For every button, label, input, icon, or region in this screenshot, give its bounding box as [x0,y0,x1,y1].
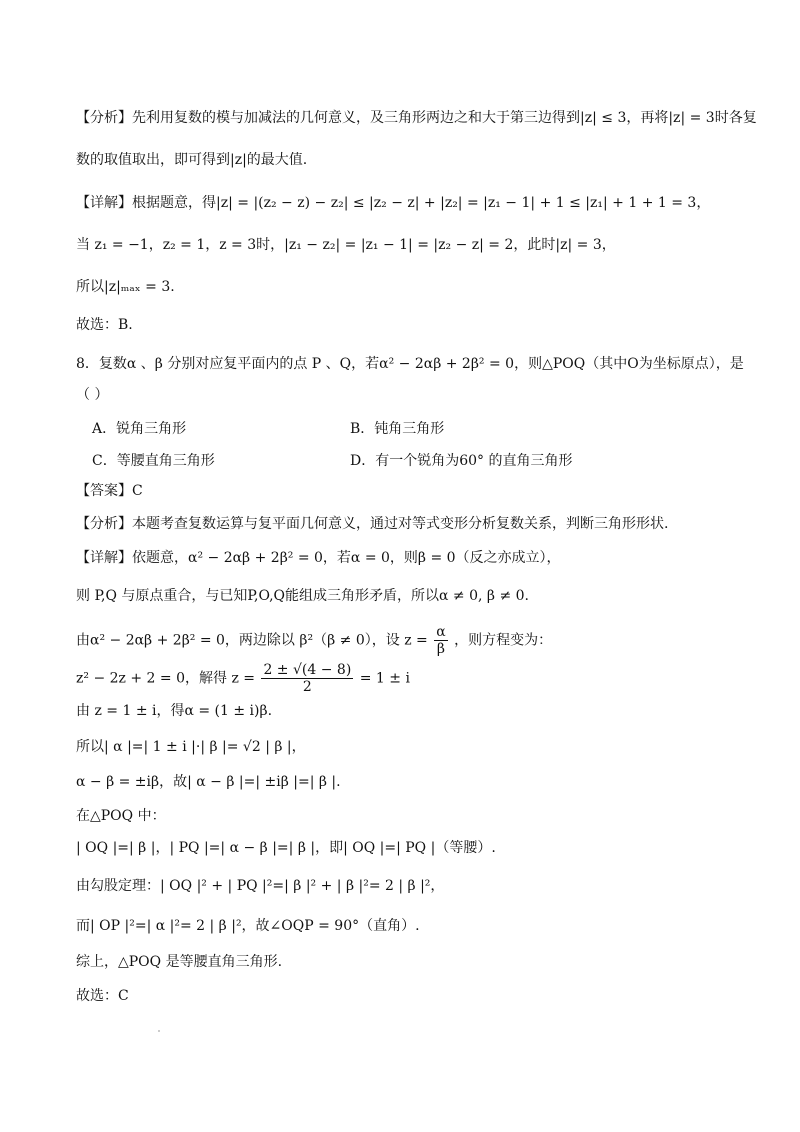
fraction-numerator: α [436,624,446,640]
analysis-line-1: 【分析】先利用复数的模与加减法的几何意义，及三角形两边之和大于第三边得到|z| ≤ 3，再将|z| = 3时各复 [76,110,757,126]
equation-becomes: ，则方程变为： [454,632,553,649]
detail-line-1: 【详解】根据题意，得|z| = |(z₂ − z) − z₂| ≤ |z₂ − z| + |z₂| = |z₁ − 1| + 1 ≤ |z₁| + 1 + 1 = 3， [76,195,711,211]
analysis-line-2: 数的取值取出，即可得到|z|的最大值. [76,152,308,168]
option-a: A．锐角三角形 [92,421,187,437]
quadratic-text: z² − 2z + 2 = 0，解得 [76,670,227,687]
detail-8-line-3 [76,624,760,657]
answer-choice-prev: 故选：B. [76,317,133,333]
option-d: D．有一个锐角为60° 的直角三角形 [350,453,573,469]
detail-8-line-8: 在△POQ 中： [76,808,166,824]
detail-8-line-10: 由勾股定理：| OQ |² + | PQ |²=| β |² + | β |²= 2 | β |²， [76,878,445,894]
option-b: B．钝角三角形 [350,421,445,437]
detail-8-line-1: 【详解】依题意，α² − 2αβ + 2β² = 0，若α = 0，则β = 0（反之亦成立）， [76,550,561,566]
fraction-alpha-over-beta [434,624,447,657]
question-8-stem: 8．复数α 、β 分别对应复平面内的点 P 、Q，若α² − 2αβ + 2β² = 0，则△POQ（其中O为坐标原点），是 [76,356,744,372]
detail-8-line-5: 由 z = 1 ± i，得α = (1 ± i)β. [76,703,273,719]
detail-8-line-2: 则 P,Q 与原点重合，与已知P,O,Q能组成三角形矛盾，所以α ≠ 0, β ≠ 0. [76,588,530,604]
detail-8-line-6: 所以| α |=| 1 ± i |·| β |= √2 | β |， [76,739,306,755]
fraction-denominator: β [436,641,445,657]
detail-8-line-11: 而| OP |²=| α |²= 2 | β |²，故∠OQP = 90°（直角）. [76,918,420,934]
question-8-blank: （ ） [76,387,109,403]
detail-8-line-7: α − β = ±iβ，故| α − β |=| ±iβ |=| β |. [76,774,341,790]
divide-text: 由α² − 2αβ + 2β² = 0，两边除以 β²（β ≠ 0），设 [76,632,400,649]
fraction-numerator: 2 ± √(4 − 8) [263,662,352,678]
answer-label: 【答案】C [76,483,143,499]
root-result: = 1 ± i [359,670,410,687]
fraction-root-prefix: z = [231,670,255,687]
detail-8-line-9: | OQ |=| β |，| PQ |=| α − β |=| β |，即| OQ |=| PQ |（等腰）. [76,840,496,856]
detail-8-line-4 [76,662,760,695]
analysis-8: 【分析】本题考查复数运算与复平面几何意义，通过对等式变形分析复数关系，判断三角形形状. [76,516,669,532]
scan-dot [158,1030,160,1032]
fraction-quadratic-root [261,662,353,695]
fraction-z-prefix: z = [404,632,428,649]
detail-line-3: 所以|z|ₘₐₓ = 3. [76,279,175,295]
fraction-denominator: 2 [302,679,312,695]
option-c: C．等腰直角三角形 [92,453,215,469]
detail-line-2: 当 z₁ = −1，z₂ = 1，z = 3时，|z₁ − z₂| = |z₁ − 1| = |z₂ − z| = 2，此时|z| = 3， [76,237,616,253]
final-choice: 故选：C [76,988,129,1004]
detail-8-line-12: 综上，△POQ 是等腰直角三角形. [76,954,283,970]
